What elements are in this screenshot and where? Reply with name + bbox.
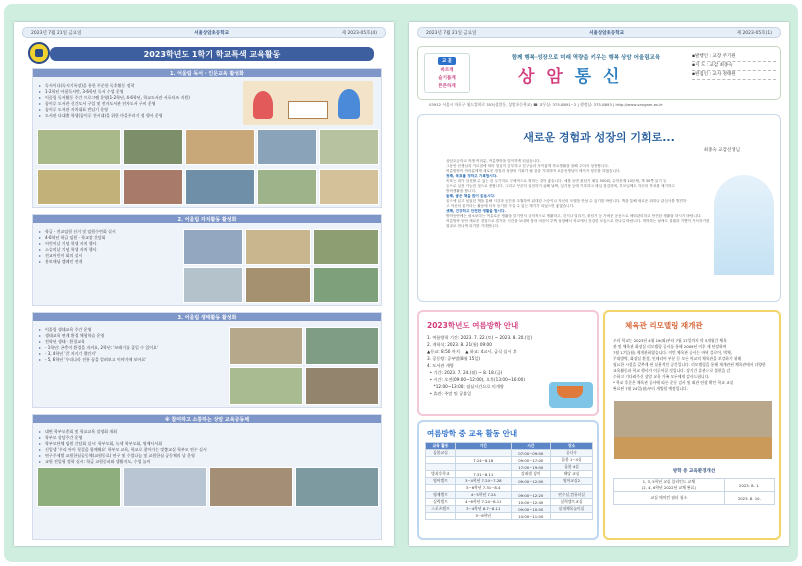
header-date: 2023년 7월 21일 금요일	[31, 30, 82, 36]
table-cell: 3~4학년 7.24~7.28	[455, 478, 511, 485]
vacation-line: *12:00~13:00: 점심시간으로 미개방	[427, 384, 504, 389]
remodel-body	[613, 338, 777, 392]
table-header: 기간	[455, 443, 511, 450]
list-item: ▸ 학부모 상담주간 운영	[39, 435, 369, 441]
list-item: ▸ 학부모단체 임원 간담회 실시: 학부모회, 녹색 학부모회, 명예사서회	[39, 441, 369, 447]
photo	[123, 169, 183, 205]
school-address: 03912 서울시 마포구 월드컵북로 353(상암동, 상암초등학교) ☎ 교무실: 375-8891~2 | 행정실: 375-8893 | http://www.sangam.es.kr	[429, 102, 663, 107]
list-item: ▸ 홍보애닝 캠페인 전개	[39, 259, 209, 265]
greeting-line: 여름방학 동안 새로운 경험으로 즐거운 시간을 보내며 몸과 마음이 부쩍 성장해서 학교에서 건강한 모습으로 만나길 바랍니다. 개학하는 날에도 설렘과 기쁨이 가득하기를	[446, 219, 710, 223]
table-cell: 스포츠캠프	[426, 506, 456, 513]
table-cell: 돌봄 4실	[551, 464, 593, 471]
improvement-table	[613, 478, 775, 505]
photo	[229, 367, 303, 405]
table-cell: 강좌별 상이	[511, 471, 550, 478]
vacation-line: ▲등교: 8:50 까지 ▲ 하교: 4교시, 급식 실시 후	[427, 349, 517, 354]
motto-item: 슬기롭게	[438, 76, 456, 81]
greeting-line: 꿈으에 읽고 싶었던 책을 통해 시간과 공간을 초월하여 위대한 스승이나 자신의 모델을 만날 수 있기를 바랍니다. 책을 통해 새로운 취미나 관심사를 발견하	[446, 199, 687, 203]
greeting-signer: 최종숙 교감선생님	[703, 148, 740, 153]
remodel-line: 필요한 시설을 갖추게 된 실용적인 공간입니다. 리모델링을 통해 재개관된 체육관에서 다양한	[613, 362, 766, 367]
vacation-line: 3. 공동탕: 공부밤(8월 15일)	[427, 356, 481, 361]
table-cell	[551, 513, 593, 520]
greeting-line: 고 자신의 꿈이라는 활동에 더욱 동기를 가질 수 있는 계기가 되었으면 좋겠습니다.	[446, 204, 575, 208]
header-school: 서울상암초등학교	[589, 30, 624, 36]
photo	[313, 267, 379, 303]
section-title: 3. 어울림 생태활동 활성화	[33, 313, 381, 321]
vacation-title: 2023학년도 여름방학 안내	[427, 321, 519, 330]
photo	[185, 169, 255, 205]
brand-part: 상 암	[518, 67, 566, 87]
remodel-line: 교육활동과 학교 행사가 이루어질 것입니다. 장기간 휴관으로 불편을 감	[613, 368, 731, 373]
greeting-line: 여름방학이 여러분에게 새로운 경험과 성장의 기회가 될 것을 기대하며 교감선생님이 세가지 당부를 하겠습니다.	[446, 169, 621, 173]
remodel-line: * 학교 후문은 체육관 공사에 따른 운동 검사 및 외관 단장 확인 학교 교실	[613, 380, 734, 385]
list-item: ▸ 신입생 '우리 아이 첫걸음 함께해요' 학부모 교육, 학교로 찾아가는 맞춤교실 학부모 연수 실시	[39, 447, 369, 453]
list-item: ▸ 전학년 생태 · 환경교육	[39, 339, 229, 345]
table-cell: 교실 에어컨 필터 청소	[614, 492, 725, 505]
table-cell: 돌봄교실	[426, 450, 456, 457]
photo	[37, 467, 121, 507]
rainbow-decoration	[714, 175, 774, 275]
table-cell: 영어캠프	[426, 478, 456, 485]
photo	[257, 129, 317, 165]
publisher-line: ▪지 도 : 교감 최종숙	[692, 62, 776, 71]
table-header: 시간	[511, 443, 550, 450]
photo	[313, 229, 379, 265]
improvement-title: 방학 중 교육환경개선	[672, 469, 716, 474]
list-item: ▸ 이끌림 독서활동 주간 프로그램 운영(1-2학년, 4-6학년, 학교도서관 서포터즈 지원)	[39, 95, 209, 101]
remodel-line: 7월 17일(월) 재개관하였습니다. 이번 체육관 공사는 바닥 플로어, 벽체,	[613, 350, 732, 355]
table-cell: 실력캠프교실	[551, 499, 593, 506]
program-table-body	[426, 450, 593, 520]
remodel-line: 수하고 기다려주신 상암 교육 가족 모두에게 감사드립니다.	[613, 374, 710, 379]
table-cell	[511, 485, 550, 492]
greeting-line: 상암초등학교 학생 여러분, 여름방학을 맞이하게 되었습니다.	[446, 159, 541, 163]
photo	[183, 267, 243, 303]
vacation-line: 2. 개학식: 2023. 8. 21(월) 09:00	[427, 342, 492, 347]
list-item: ▸ 교원 전입형 정학 실시: 학급 교원중퍼와 생활지도, 수업 놀이	[39, 459, 369, 465]
section-community	[32, 414, 382, 540]
list-item: ▸ 꿈이루 도서관 신간도서 구입 및 전자도서관 전자도서 구비 운영	[39, 101, 209, 107]
photo	[305, 327, 379, 365]
table-cell: 2023. 8. 1.	[724, 479, 774, 492]
table-cell: 09:00~10:00	[511, 506, 550, 513]
table-header: 장소	[551, 443, 593, 450]
table-cell: 09:00~12:00	[511, 478, 550, 485]
photo	[245, 267, 311, 303]
table-row	[614, 492, 775, 505]
header-date: 2023년 7월 21일 금요일	[426, 30, 477, 36]
boat-illustration	[549, 382, 593, 408]
vacation-info-card	[417, 310, 599, 416]
gym-photo	[613, 400, 773, 460]
greeting-title: 새로운 경험과 성장의 기회로...	[523, 131, 675, 144]
table-cell: 7.31~8.11	[455, 471, 511, 478]
photo	[37, 169, 121, 205]
list-item: ▸ 어울림 생태교육 주간 운영	[39, 327, 229, 333]
newsletter-page-4	[14, 22, 394, 546]
table-cell	[426, 464, 456, 471]
table-cell: 4~5학년 7.24	[455, 492, 511, 499]
section-ecology	[32, 312, 382, 408]
photo	[37, 129, 121, 165]
greeting-body	[446, 159, 710, 229]
section-self-government	[32, 214, 382, 306]
motto-item: 바르게	[440, 68, 454, 73]
section-title: 2. 어울림 자치활동 활성화	[33, 215, 381, 223]
table-cell: 09:00~12:20	[511, 492, 550, 499]
table-cell: 돌봄 1~4실	[551, 457, 593, 464]
section-reading	[32, 68, 382, 208]
table-cell	[426, 457, 456, 464]
table-cell	[426, 485, 456, 492]
list-item: ▸ 연구주제별 교원한심공동체(교원동료) 연구 및 수업나눔 및 교원한심 공동체의 날 운영	[39, 453, 369, 459]
table-cell: 영재캠프	[426, 492, 456, 499]
remodel-line: 우리 학교는 2023년 4월 19(외)부터 7월 17일까지 약 3개월간 체육	[613, 338, 727, 343]
list-item: ▸ 생태교육 연계 환경 체험학습 운영	[39, 333, 229, 339]
table-cell	[455, 450, 511, 457]
list-item: ▸ 4-6학년 학급 임원 · 학교장 간담회	[39, 235, 209, 241]
greeting-line: 방학동안에는 평소보다는 여유로운 생활을 즐기면서 규칙적으로 생활하고, 걷기나 달리기, 줄넘기 등 가벼운 운동으로 체력관리하고 안전한 생활을 하시기 바랍니다.	[446, 214, 702, 218]
table-cell: 10:00~12:40	[511, 499, 550, 506]
greeting-line: 등으로 실천 가능한 것으로 정합니다. 그리고 꾸준히 실천하기 위해 날짜, 일기장 등에 기록하고 매일 점검하며, 부모님께도 자신의 목표를 얘기하고	[446, 184, 675, 188]
table-row	[614, 479, 775, 492]
page-title: 2023학년도 1학기 학교특색 교육활동	[50, 47, 374, 61]
publisher-line: ▪편집인 : 교사 정태원	[692, 71, 776, 80]
table-row	[426, 499, 593, 506]
remodel-line: 완료된 7월 24일(월)부터 개방될 예정입니다.	[613, 386, 688, 391]
photo	[295, 467, 379, 507]
table-row	[426, 464, 593, 471]
table-cell: 5~6학년 7.31~8.4	[455, 485, 511, 492]
header-issue: 제 2023-05호(1)	[736, 30, 772, 36]
photo	[319, 129, 379, 165]
photo	[123, 467, 207, 507]
table-cell: 09:00~17:00	[511, 457, 550, 464]
photo	[123, 129, 183, 165]
list-item: ▸ - 1학년: 곤충이 환경을 지켜요, 2학년: '쓰레기를 줄일 수 있어요'	[39, 345, 229, 351]
remodel-line: 무대방벽, 화장실 환경, 인테리어 부분 등 모든 학교의 체육관을 보강하기 위해	[613, 356, 742, 361]
table-row	[426, 513, 593, 520]
table-row	[426, 485, 593, 492]
table-cell: 해당 교실	[551, 471, 593, 478]
table-cell	[551, 485, 593, 492]
photo	[209, 467, 293, 507]
reading-illustration	[243, 81, 373, 125]
publisher-info	[692, 53, 776, 80]
greeting-letter	[417, 114, 781, 302]
list-item: ▸ 도서관 다대출 학생(꿈이루 전시대)을 위한 마을꾸러기 정 행사 운영	[39, 113, 209, 119]
section-title: ※ 참여하고 소통하는 상암 교육공동체	[33, 415, 381, 423]
list-item: ▸ 전교어린이 회의 실시	[39, 253, 209, 259]
greeting-line: 셋째, 건강하고 안전한 생활을 합시다.	[446, 209, 506, 213]
table-cell: 5~6학년	[455, 513, 511, 520]
photo	[229, 327, 303, 365]
masthead	[417, 46, 781, 100]
slogan: 함께 행복·성장으로 미래 역량을 키우는 행복 상암 어울림교육	[511, 55, 661, 61]
newsletter-brand	[518, 62, 622, 87]
table-cell: 4~6학년 7.24~8.11	[455, 499, 511, 506]
table-row	[426, 478, 593, 485]
gym-remodel-card	[603, 310, 781, 540]
header-school: 서울상암초등학교	[194, 30, 229, 36]
list-item: ▸ 학급 · 전교임원 선거 및 임원수련회 실시	[39, 229, 209, 235]
bullet-list	[39, 327, 229, 363]
table-row	[426, 506, 593, 513]
table-cell: 2023. 8. 10.	[724, 492, 774, 505]
vacation-line: 1. 여름방학 기간: 2023. 7. 22.(토) ~ 2023. 8. 20.(일)	[427, 335, 533, 340]
list-item: ▸ - 3, 4학년 '갈 지키기 챌린지'	[39, 351, 229, 357]
table-cell: 실내체육놀이실	[551, 506, 593, 513]
greeting-line: 목표는 내가 실천할 수 있는 한 두가지로 구체적으로 정하는 것이 좋습니다. 예를 들면 줄넘기 매일 500회, 수학문제 10문제, 책 30쪽 읽기 등	[446, 179, 667, 183]
bullet-list	[39, 429, 369, 465]
list-item: ▸ 어린이날 기념 학생 자치 행사	[39, 241, 209, 247]
table-cell: 10:00~11:00	[511, 513, 550, 520]
photo	[319, 169, 379, 205]
program-card	[417, 420, 599, 540]
bullet-list	[39, 83, 209, 119]
motto-tag: 교 훈	[438, 57, 456, 65]
photo	[245, 229, 311, 265]
vacation-line: • 휴관: 주말 및 공휴일	[427, 391, 472, 396]
photo	[185, 129, 255, 165]
greeting-line: 그동안 선생님의 가르침에 따라 열심히 공부하고 친구들과 사이좋게 학교생활을 잘해 주어서 칭찬합니다.	[446, 164, 609, 168]
vacation-line: • 시간: 오전(09:00~12:00), 오후(13:00~16:00)	[427, 377, 525, 382]
greeting-line: 둘째, 좋은 책을 많이 읽읍시다.	[446, 194, 496, 198]
table-cell: 연수실,컴퓨터실	[551, 492, 593, 499]
publisher-line: ▪발행인 : 교장 주기원	[692, 53, 776, 62]
table-cell: 1, 3, 5학년 교실 블라인드 교체 (2, 4, 6학년 2022년 교체 완료)	[614, 479, 725, 492]
list-item: ▸ 스승의날 기념 학생 자치 행사	[39, 247, 209, 253]
page-header	[417, 27, 781, 38]
vacation-line: 4. 도서관 개방	[427, 363, 454, 368]
greeting-line: 열골로 만나게 되기를 기대합니다.	[446, 224, 500, 228]
page-header	[22, 27, 386, 38]
list-item: ▸ 1-2학년 아침독서반, 3-6학년 독서 수업 운영	[39, 89, 209, 95]
table-cell	[426, 513, 456, 520]
vacation-line: • 기간: 2023. 7. 24.(월) ~ 8. 18.(금)	[427, 370, 503, 375]
remodel-title: 체육관 리모델링 재개관	[625, 321, 703, 330]
table-cell: 7.24~8.18	[455, 457, 511, 464]
table-row	[426, 457, 593, 464]
table-header: 교육 활동	[426, 443, 456, 450]
table-row	[426, 450, 593, 457]
school-motto-box	[424, 53, 470, 93]
list-item: ▸ 꿈이루 도서관 자치대표 반납기 운영	[39, 107, 209, 113]
table-cell	[455, 464, 511, 471]
table-cell: 17:00~19:00	[511, 464, 550, 471]
table-cell: 공다우	[551, 450, 593, 457]
table-cell: 07:00~09:00	[511, 450, 550, 457]
table-cell: 3~4학년 8.7~8.11	[455, 506, 511, 513]
photo	[257, 169, 317, 205]
remodel-line: 관 및 체육관 화장실 리모델링 공사를 통해 2009년 이후 새 단장하여	[613, 344, 727, 349]
greeting-line: 방학생활을 합니다.	[446, 189, 477, 193]
motto-item: 튼튼하게	[438, 84, 456, 89]
list-item: ▸ 독서이다(독서기록장)을 통한 꾸준한 독후활동 정착	[39, 83, 209, 89]
photo	[183, 229, 243, 265]
table-row	[426, 471, 593, 478]
school-logo-icon	[28, 42, 50, 64]
table-cell: 실력캠프	[426, 499, 456, 506]
list-item: ▸ - 5, 6학년 '우리나라 전통 꿈을 알려보고 이야기에 보아요'	[39, 357, 229, 363]
program-table	[425, 442, 593, 520]
list-item: ▸ 대면 학부모총회 및 학교교육 설명회 개최	[39, 429, 369, 435]
table-row	[426, 492, 593, 499]
photo	[305, 367, 379, 405]
table-cell: 영어교실2	[551, 478, 593, 485]
greeting-line: 첫째, 목표를 정하고 기록합시다.	[446, 174, 498, 178]
header-issue: 제 2023-05호(4)	[341, 30, 377, 36]
brand-part: 통 신	[574, 67, 623, 87]
section-title: 1. 어울림 독서 · 인문교육 활성화	[33, 69, 381, 77]
program-title: 여름방학 중 교육 활동 안내	[427, 429, 518, 438]
table-cell: 방과후학교	[426, 471, 456, 478]
newsletter-page-1	[409, 22, 789, 546]
